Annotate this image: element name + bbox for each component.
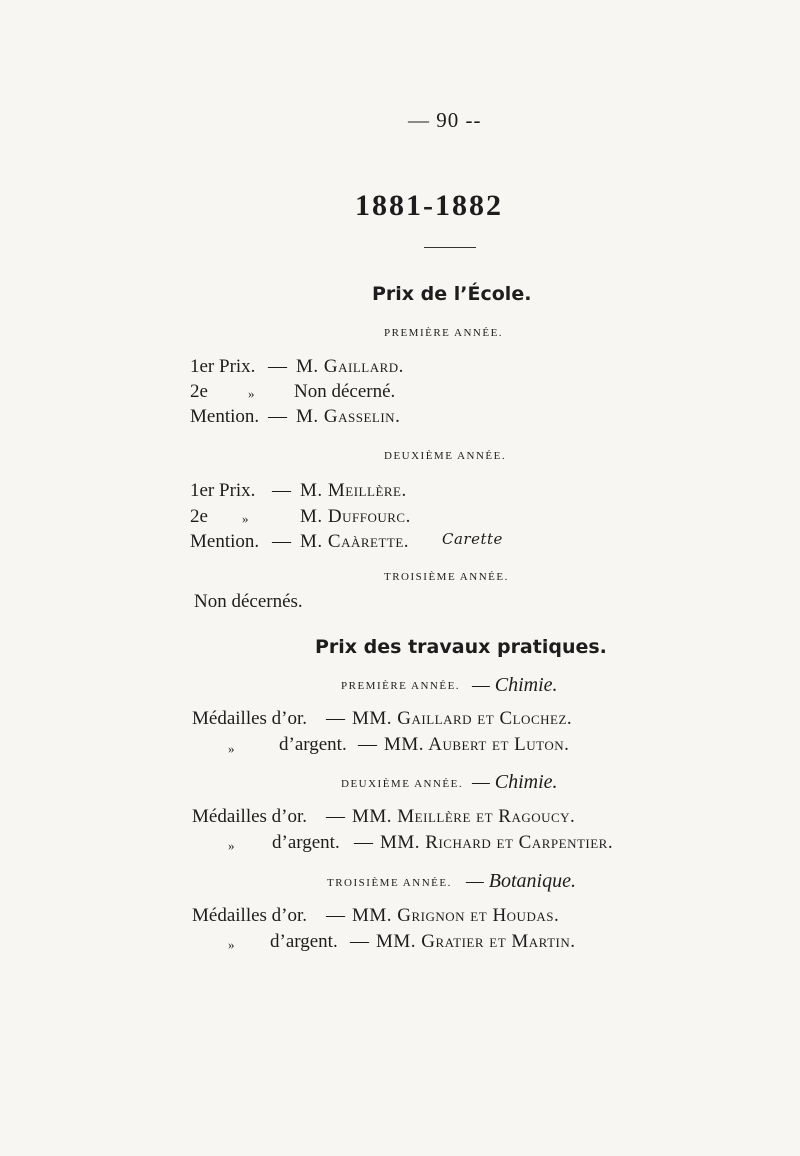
block-heading: TROISIÈME ANNÉE. [327, 877, 452, 889]
row-label: 1er Prix. [190, 356, 256, 377]
handwritten-note: Carette [442, 530, 503, 548]
gold-dash: — [326, 806, 345, 827]
gold-dash: — [326, 905, 345, 926]
page-number: — 90 -- [408, 108, 482, 132]
year-heading: 1881-1882 [355, 189, 503, 222]
silver-dash: — [354, 832, 373, 853]
ditto-mark: » [248, 386, 255, 401]
block-heading: PREMIÈRE ANNÉE. [341, 680, 461, 692]
section-title-travaux-pratiques: Prix des travaux pratiques. [315, 636, 607, 658]
gold-names: MM. Gaillard et Clochez. [352, 708, 573, 729]
row-text: M. Caàrette. [300, 531, 410, 552]
gold-label: Médailles d’or. [192, 708, 308, 729]
row-dash: — [272, 531, 291, 552]
block-subject: — Chimie. [472, 674, 558, 696]
silver-names: MM. Richard et Carpentier. [380, 832, 614, 853]
second-year-heading: DEUXIÈME ANNÉE. [384, 450, 507, 462]
row-text: M. Gaillard. [296, 356, 404, 377]
row-text: Non décerné. [294, 381, 396, 402]
ditto-mark: » [228, 937, 235, 952]
row-text: M. Meillère. [300, 480, 407, 501]
row-label: Mention. [190, 531, 260, 552]
row-label: 1er Prix. [190, 480, 256, 501]
silver-dash: — [350, 931, 369, 952]
silver-label: d’argent. [270, 931, 338, 952]
row-label: 2e [190, 381, 208, 402]
silver-names: MM. Gratier et Martin. [376, 931, 576, 952]
block-subject: — Botanique. [466, 870, 576, 892]
first-year-heading: PREMIÈRE ANNÉE. [384, 327, 504, 339]
block-heading: DEUXIÈME ANNÉE. [341, 778, 464, 790]
row-text: M. Duffourc. [300, 506, 411, 527]
gold-label: Médailles d’or. [192, 905, 308, 926]
silver-dash: — [358, 734, 377, 755]
gold-names: MM. Meillère et Ragoucy. [352, 806, 576, 827]
block-subject: — Chimie. [472, 771, 558, 793]
heading-rule [424, 247, 476, 248]
third-year-heading: TROISIÈME ANNÉE. [384, 571, 509, 583]
row-dash: — [268, 406, 287, 427]
row-dash: — [272, 480, 291, 501]
ditto-mark: » [228, 838, 235, 853]
ditto-mark: » [228, 741, 235, 756]
ditto-mark: » [242, 511, 249, 526]
gold-label: Médailles d’or. [192, 806, 308, 827]
silver-label: d’argent. [279, 734, 347, 755]
gold-names: MM. Grignon et Houdas. [352, 905, 560, 926]
row-label: 2e [190, 506, 208, 527]
row-label: Mention. [190, 406, 260, 427]
silver-label: d’argent. [272, 832, 340, 853]
third-year-text: Non décernés. [194, 591, 303, 612]
gold-dash: — [326, 708, 345, 729]
row-dash: — [268, 356, 287, 377]
row-text: M. Gasselin. [296, 406, 401, 427]
section-title-prix-ecole: Prix de l’École. [372, 283, 532, 305]
silver-names: MM. Aubert et Luton. [384, 734, 570, 755]
